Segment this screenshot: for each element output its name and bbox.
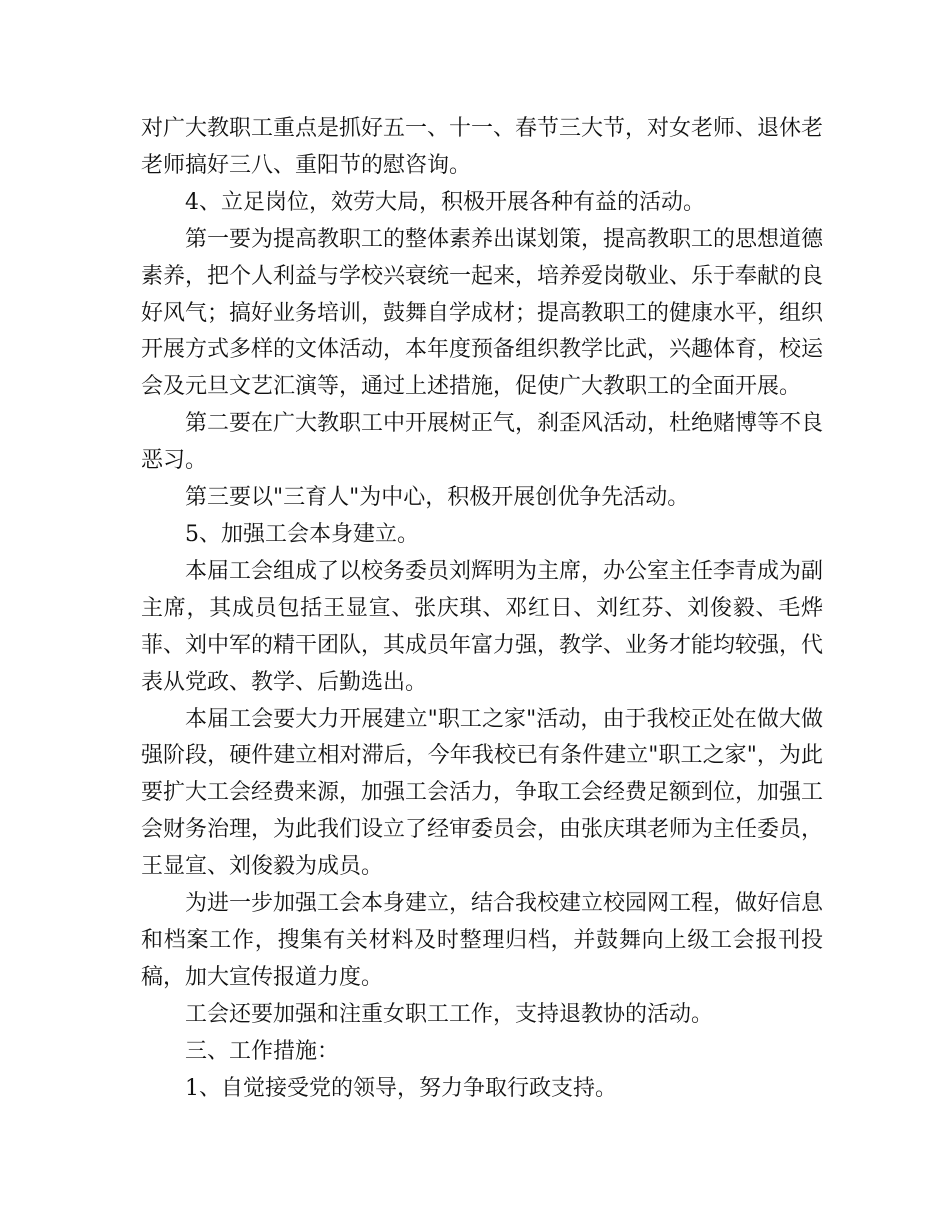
paragraph: 第一要为提高教职工的整体素养出谋划策，提高教职工的思想道德素养，把个人利益与学校兴衰统一起来，培养爱岗敬业、乐于奉献的良好风气；搞好业务培训，鼓舞自学成材；提高教职工的健康水平，组织开展方式多样的文体活动，本年度预备组织教学比武，兴趣体育，校运会及元旦文艺汇演等，通过上述措施，促使广大教职工的全面开展。 (141, 226, 824, 400)
paragraph: 本届工会要大力开展建立"职工之家"活动，由于我校正处在做大做强阶段，硬件建立相对滞后，今年我校已有条件建立"职工之家"，为此要扩大工会经费来源，加强工会活力，争取工会经费足额到位，加强工会财务治理，为此我们设立了经审委员会，由张庆琪老师为主任委员，王显宣、刘俊毅为成员。 (141, 706, 824, 880)
paragraph: 1、自觉接受党的领导，努力争取行政支持。 (185, 1075, 617, 1101)
paragraph: 第二要在广大教职工中开展树正气，刹歪风活动，杜绝赌博等不良恶习。 (141, 411, 824, 474)
document-body (141, 111, 823, 1107)
paragraph: 对广大教职工重点是抓好五一、十一、春节三大节，对女老师、退休老老师搞好三八、重阳节的慰咨询。 (141, 116, 824, 178)
paragraph: 工会还要加强和注重女职工工作，支持退教协的活动。 (185, 1001, 714, 1027)
paragraph: 第三要以"三育人"为中心，积极开展创优争先活动。 (185, 485, 690, 511)
section-heading: 5、加强工会本身建立。 (185, 521, 419, 547)
paragraph: 4、立足岗位，效劳大局，积极开展各种有益的活动。 (185, 189, 705, 215)
paragraph: 本届工会组成了以校务委员刘辉明为主席，办公室主任李青成为副主席，其成员包括王显宣、张庆琪、邓红日、刘红芬、刘俊毅、毛烨菲、刘中军的精干团队，其成员年富力强，教学、业务才能均较强，代表从党政、教学、后勤选出。 (141, 558, 824, 695)
paragraph: 为进一步加强工会本身建立，结合我校建立校园网工程，做好信息和档案工作，搜集有关材料及时整理归档，并鼓舞向上级工会报刊投稿，加大宣传报道力度。 (141, 891, 824, 990)
section-heading: 三、工作措施： (185, 1038, 340, 1064)
